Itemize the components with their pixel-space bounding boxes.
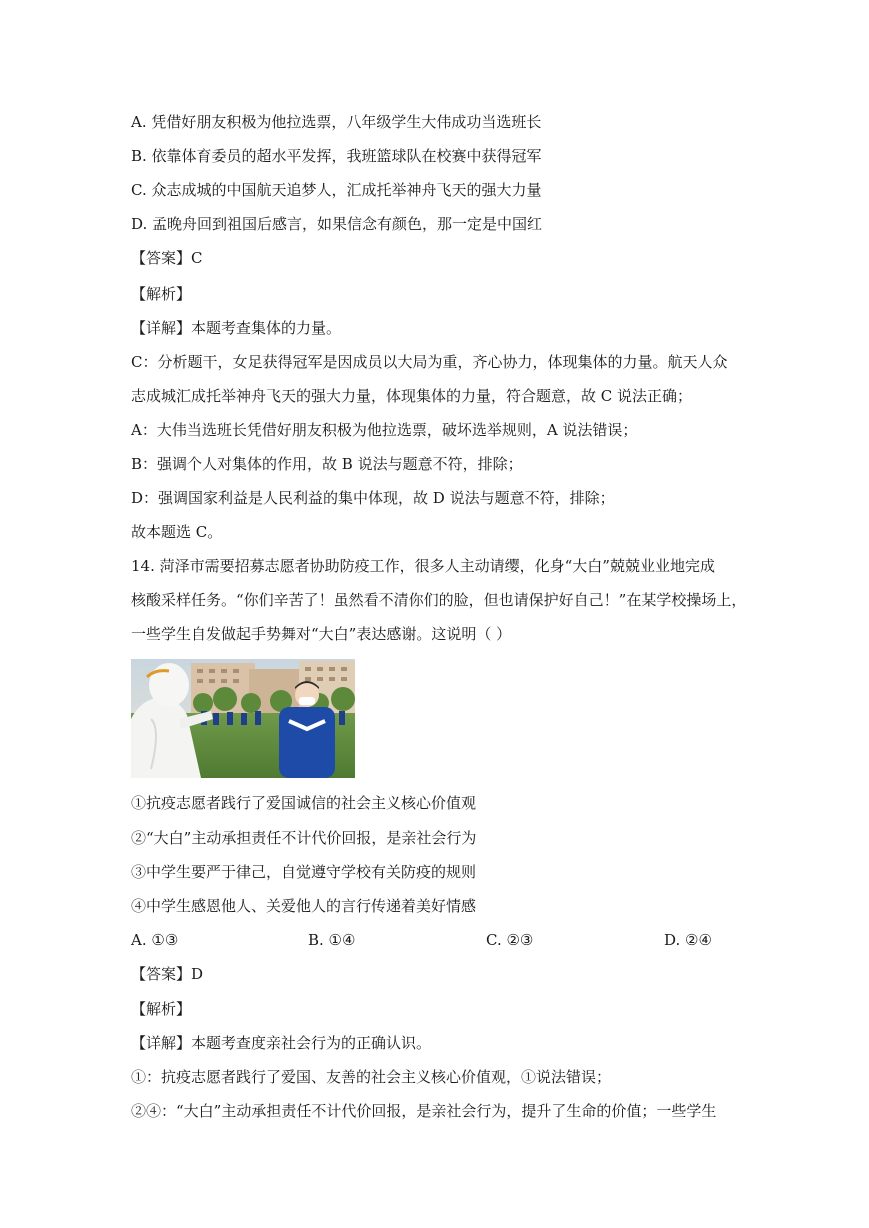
q14-option-d: D. ②④ bbox=[664, 931, 712, 949]
q13-analysis-line: 故本题选 C。 bbox=[131, 523, 223, 541]
q13-answer: 【答案】C bbox=[131, 249, 203, 267]
q14-stem-line: 一些学生自发做起手势舞对“大白”表达感谢。这说明（ ） bbox=[131, 625, 512, 643]
q13-analysis-line: A：大伟当选班长凭借好朋友积极为他拉选票，破坏选举规则，A 说法错误； bbox=[131, 421, 638, 439]
q14-analysis-line: 【详解】本题考查度亲社会行为的正确认识。 bbox=[131, 1034, 432, 1052]
q14-answer: 【答案】D bbox=[131, 965, 204, 983]
q13-option-d: D. 孟晚舟回到祖国后感言，如果信念有颜色，那一定是中国红 bbox=[131, 215, 543, 233]
q14-analysis-heading: 【解析】 bbox=[131, 1000, 192, 1018]
q14-option-c: C. ②③ bbox=[486, 931, 534, 949]
q13-option-b: B. 依靠体育委员的超水平发挥，我班篮球队在校赛中获得冠军 bbox=[131, 147, 542, 165]
q13-option-a: A. 凭借好朋友积极为他拉选票，八年级学生大伟成功当选班长 bbox=[131, 113, 542, 131]
q14-stem-line: 14. 菏泽市需要招募志愿者协助防疫工作，很多人主动请缨，化身“大白”兢兢业业地完成 bbox=[131, 557, 715, 575]
q13-option-c: C. 众志成城的中国航天追梦人，汇成托举神舟飞天的强大力量 bbox=[131, 181, 542, 199]
q13-analysis-line: C：分析题干，女足获得冠军是因成员以大局为重，齐心协力，体现集体的力量。航天人众 bbox=[131, 353, 728, 371]
q14-statement-1: ①抗疫志愿者践行了爱国诚信的社会主义核心价值观 bbox=[131, 794, 477, 812]
q14-analysis-line: ②④：“大白”主动承担责任不计代价回报，是亲社会行为，提升了生命的价值；一些学生 bbox=[131, 1102, 717, 1120]
q14-statement-2: ②“大白”主动承担责任不计代价回报，是亲社会行为 bbox=[131, 829, 477, 847]
volunteer-photo bbox=[131, 659, 355, 778]
q13-analysis-heading: 【解析】 bbox=[131, 285, 192, 303]
q14-analysis-line: ①：抗疫志愿者践行了爱国、友善的社会主义核心价值观，①说法错误； bbox=[131, 1068, 612, 1086]
q14-option-a: A. ①③ bbox=[131, 931, 179, 949]
q13-analysis-line: D：强调国家利益是人民利益的集中体现，故 D 说法与题意不符，排除； bbox=[131, 489, 615, 507]
q14-statement-3: ③中学生要严于律己，自觉遵守学校有关防疫的规则 bbox=[131, 863, 477, 881]
q13-analysis-line: 志成城汇成托举神舟飞天的强大力量，体现集体的力量，符合题意，故 C 说法正确； bbox=[131, 387, 693, 405]
q13-analysis-line: 【详解】本题考查集体的力量。 bbox=[131, 319, 342, 337]
q13-analysis-line: B：强调个人对集体的作用，故 B 说法与题意不符，排除； bbox=[131, 455, 523, 473]
q14-statement-4: ④中学生感恩他人、关爱他人的言行传递着美好情感 bbox=[131, 897, 477, 915]
q14-option-b: B. ①④ bbox=[308, 931, 356, 949]
q14-stem-line: 核酸采样任务。“你们辛苦了！虽然看不清你们的脸，但也请保护好自己！”在某学校操场上， bbox=[131, 591, 747, 609]
